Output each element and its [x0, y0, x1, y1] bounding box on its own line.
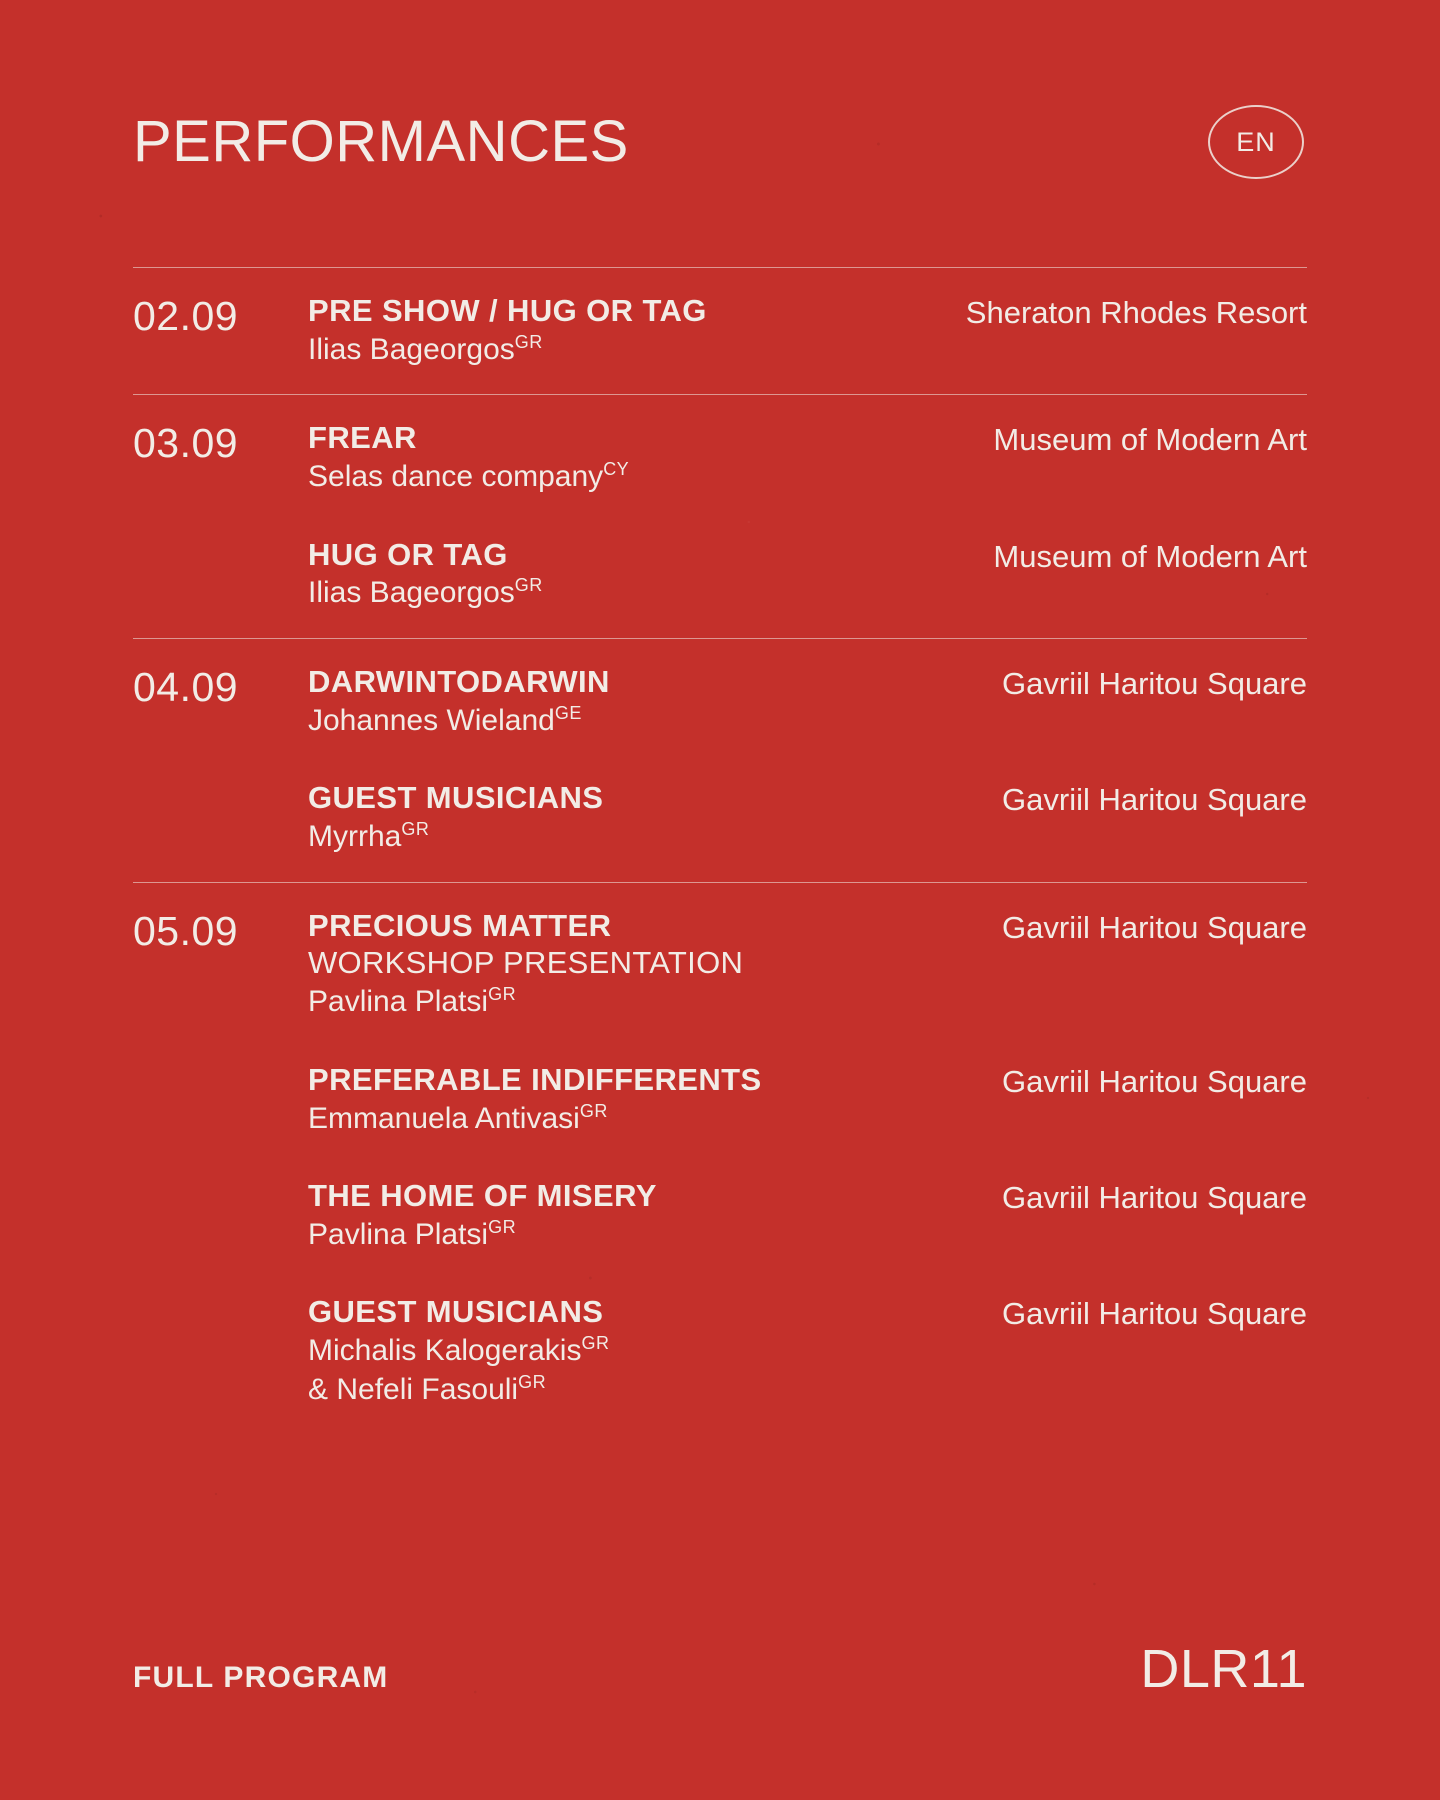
event-details — [308, 1061, 907, 1137]
event-title: GUEST MUSICIANS — [308, 780, 604, 816]
event-title: FREAR — [308, 420, 417, 456]
list-item[interactable] — [133, 1061, 1307, 1137]
event-venue: Gavriil Haritou Square — [1002, 909, 1307, 945]
artist-country: GR — [518, 1371, 547, 1392]
event-venue: Museum of Modern Art — [993, 538, 1307, 574]
artist-country: GR — [488, 984, 517, 1005]
list-item[interactable] — [133, 292, 1307, 368]
artist-country: GR — [581, 1333, 610, 1354]
event-title: HUG OR TAG — [308, 536, 508, 572]
event-details — [308, 907, 907, 1021]
event-details — [308, 663, 907, 739]
page-footer — [133, 1638, 1307, 1699]
event-subtitle: WORKSHOP PRESENTATION — [308, 945, 744, 981]
artist-name: Selas dance company — [308, 460, 604, 494]
event-artist — [308, 1216, 887, 1254]
schedule-day — [133, 882, 1307, 1409]
event-details — [308, 536, 907, 612]
event-artist — [308, 574, 887, 612]
schedule-day — [133, 267, 1307, 394]
event-details — [308, 1293, 907, 1408]
event-date: 04.09 — [133, 663, 239, 710]
artist-name: Myrrha — [308, 820, 402, 854]
artist-country: GR — [514, 331, 543, 352]
page-title: PERFORMANCES — [133, 109, 629, 174]
artist-name: Johannes Wieland — [308, 703, 555, 737]
event-title: THE HOME OF MISERY — [308, 1178, 657, 1213]
list-item[interactable] — [133, 1293, 1307, 1408]
event-artist — [308, 702, 887, 740]
event-artist — [308, 1332, 887, 1370]
event-artist — [308, 1100, 887, 1138]
event-artist — [308, 818, 887, 856]
event-details — [308, 1177, 907, 1253]
schedule-day — [133, 638, 1307, 882]
event-title: PRE SHOW / HUG OR TAG — [308, 293, 707, 328]
list-item[interactable] — [133, 779, 1307, 855]
event-venue: Museum of Modern Art — [993, 422, 1307, 458]
list-item[interactable] — [133, 536, 1307, 612]
artist-name: Michalis Kalogerakis — [308, 1334, 582, 1368]
artist-name: Pavlina Platsi — [308, 985, 489, 1019]
artist-country: GR — [579, 1100, 608, 1121]
event-date-spacer — [133, 1293, 308, 1295]
event-artist-secondary — [308, 1371, 887, 1409]
artist-country: CY — [603, 459, 630, 480]
list-item[interactable] — [133, 1177, 1307, 1253]
event-date-spacer — [133, 1061, 308, 1063]
event-venue: Gavriil Haritou Square — [1002, 1296, 1307, 1332]
event-artist — [308, 458, 887, 496]
event-venue: Gavriil Haritou Square — [1002, 665, 1307, 701]
full-program-label[interactable]: FULL PROGRAM — [133, 1661, 389, 1694]
event-date-spacer — [133, 536, 308, 538]
event-venue: Gavriil Haritou Square — [1002, 782, 1307, 818]
event-date-spacer — [133, 1177, 308, 1179]
language-badge[interactable]: EN — [1208, 105, 1304, 179]
artist-country: GE — [554, 702, 582, 723]
artist-name: Emmanuela Antivasi — [308, 1101, 580, 1135]
event-venue: Sheraton Rhodes Resort — [965, 295, 1307, 330]
festival-logo: DLR11 — [1140, 1638, 1307, 1699]
event-date: 03.09 — [133, 420, 239, 467]
list-item[interactable] — [133, 663, 1307, 739]
event-details — [308, 419, 907, 495]
performance-schedule — [133, 267, 1307, 1408]
event-date: 02.09 — [133, 293, 239, 339]
event-details — [308, 292, 907, 368]
schedule-day — [133, 394, 1307, 638]
artist-name: Ilias Bageorgos — [308, 332, 515, 366]
page-header — [133, 0, 1307, 179]
list-item[interactable] — [133, 419, 1307, 495]
artist-name: & Nefeli Fasouli — [308, 1372, 519, 1406]
artist-name: Ilias Bageorgos — [308, 576, 515, 610]
event-title: DARWINTODARWIN — [308, 663, 610, 699]
event-artist — [308, 331, 887, 369]
artist-country: GR — [488, 1216, 517, 1237]
event-venue: Gavriil Haritou Square — [1002, 1180, 1307, 1215]
artist-name: Pavlina Platsi — [308, 1217, 489, 1251]
event-title: PREFERABLE INDIFFERENTS — [308, 1061, 762, 1097]
event-details — [308, 779, 907, 855]
event-title: GUEST MUSICIANS — [308, 1294, 604, 1330]
list-item[interactable] — [133, 907, 1307, 1021]
event-date: 05.09 — [133, 907, 239, 954]
event-date-spacer — [133, 779, 308, 781]
artist-country: GR — [514, 575, 543, 596]
event-venue: Gavriil Haritou Square — [1002, 1063, 1307, 1099]
artist-country: GR — [401, 819, 430, 840]
event-artist — [308, 983, 887, 1021]
event-title: PRECIOUS MATTER — [308, 907, 612, 943]
